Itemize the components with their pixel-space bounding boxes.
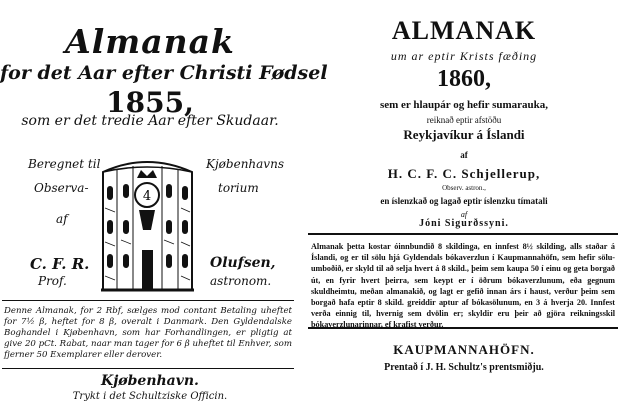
calc-right-1: Kjøbenhavns [206,157,284,171]
calc-left-3: af [56,212,68,226]
author-left: C. F. R. [30,255,90,273]
right-author-2: Jóni Sigurðssyni. [419,218,509,229]
right-line-3: Reykjavíkur á Íslandi [403,127,525,142]
observatory-tower-illustration [95,150,200,295]
right-af-1: af [460,150,468,160]
left-place: Kjøbenhavn. [101,373,199,389]
right-author: H. C. F. C. Schjellerup, [387,166,541,181]
right-place: KAUPMANNAHÖFN. [393,342,535,357]
author-right: Olufsen, [210,255,276,271]
right-title-page [305,0,623,411]
right-line-4: Observ. astron., [442,184,486,192]
author-left-title: Prof. [38,274,67,288]
calc-left-1: Beregnet til [28,157,101,171]
right-line-5: en íslenzkað og lagað eptir íslenzku tímatali [380,196,548,206]
right-price-notice [308,233,618,329]
right-price-notice-text: Almanak þetta kostar óinnbundið 8 skildinga, en innfest 8½ skilding, alls staðar á Íslandi, og er til sölu hjá Gyldendals bókaverzlun í Kaupmannahöfn, sem hefir sölu-umboðið, er skyld til að selja hvert á 8 skild., þeim sem kaupa 50 í einu og geta borgað út, en fyrir hvert þeirra, sem keypt er í öðrum bókaverzlunum, eða gegnum skuldheimtu, meðan almanakið, og lagt er gefið innan árs í haust, verður þeim sem borgað hafa eptir 8 skild. greiddir aptur af bókasölunum, en 3 á hverja 20. Innfest verða einnig til, hvernig sem dvölin er; skyldir eru þeir að gjöra reikningsskil bókaverzlunarinnar, ef krafist verður. [311,242,615,330]
svg-text:4: 4 [142,189,152,204]
right-printer: Prentað í J. H. Schultz's prentsmiðju. [384,362,544,373]
right-year: 1860, [437,66,491,92]
left-year: 1855, [106,86,194,119]
right-af-2: af [460,210,468,219]
left-note: som er det tredie Aar efter Skudaar. [21,113,279,129]
right-title: ALMANAK [391,16,537,45]
left-title: Almanak [65,22,235,61]
left-subtitle: for det Aar efter Christi Fødsel [0,62,328,84]
left-price-notice-text: Denne Almanak, for 2 Rbf, sælges mod contant Betaling uheftet for 7½ β, heftet for 8 β, overalt i Danmark. Den Gyldendalske Boghandel i Kjøbenhavn, som har Forhandlingen, er pligtig at give 20 pCt. Rabat, naar man tager for 6 β uheftet til Enhver, som fjerner 50 Exemplarer eller derover. [4,306,292,360]
calc-left-2: Observa- [34,181,89,195]
left-printer: Trykt i det Schultziske Officin. [72,391,228,402]
calc-right-2: torium [218,181,259,195]
author-right-title: astronom. [210,274,272,288]
right-line-1: sem er hlaupár og hefir sumarauka, [379,99,549,111]
left-price-notice [2,300,294,369]
right-line-2: reiknað eptir afstöðu [426,115,502,125]
right-subtitle: um ar eptir Krists fæðing [390,49,538,63]
